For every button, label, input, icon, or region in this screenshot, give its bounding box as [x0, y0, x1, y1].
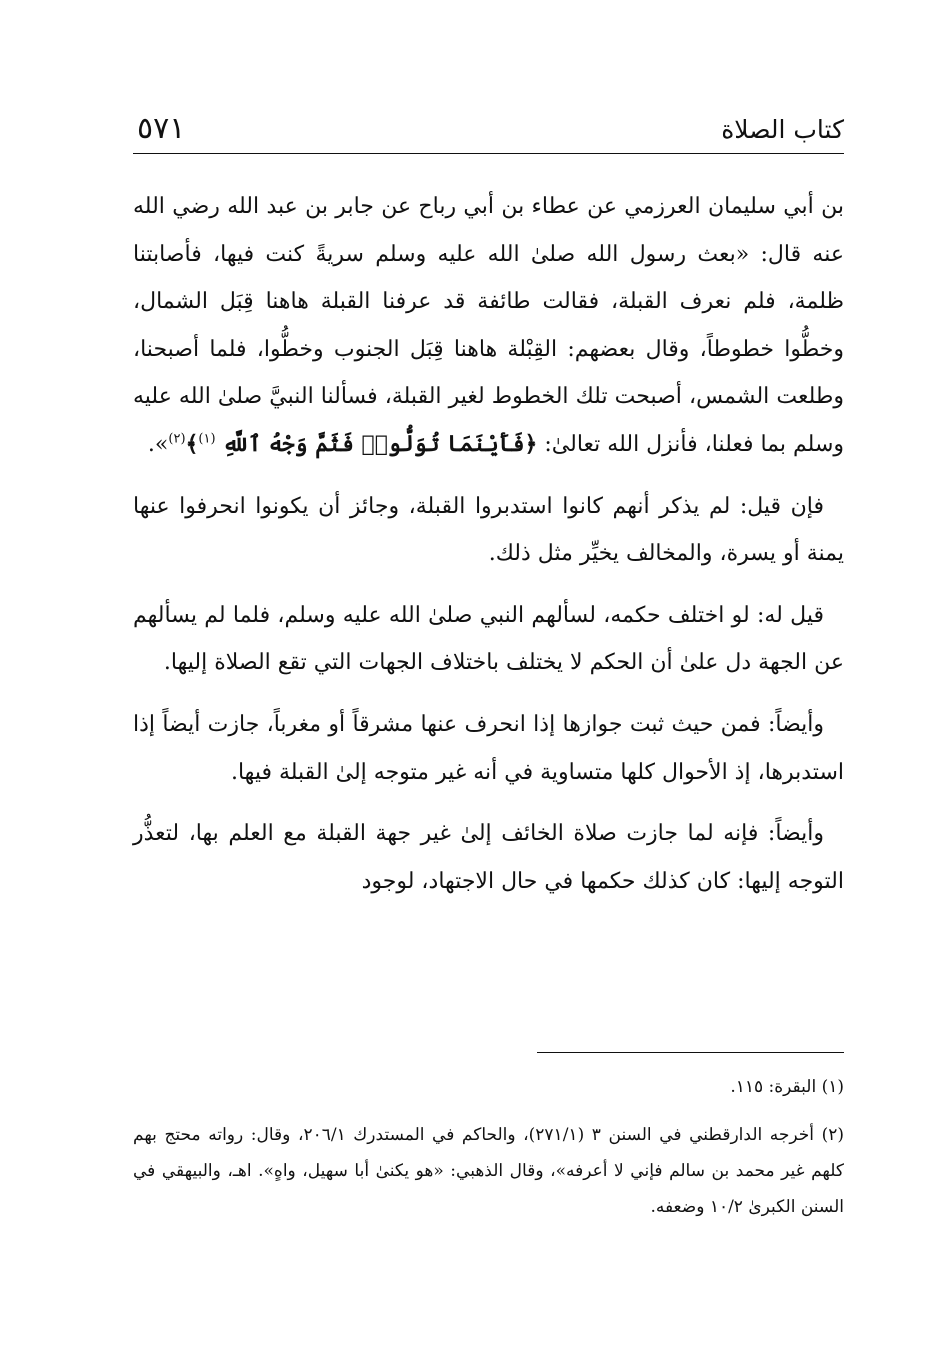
footnote-divider: [537, 1052, 844, 1053]
quran-verse-close: ﴾: [185, 430, 199, 457]
paragraph-argument-2: وأيضاً: فإنه لما جازت صلاة الخائف إلىٰ غير جهة القبلة مع العلم بها، لتعذُّر التوجه إليها: كان كذلك حكمها في حال الاجتهاد، لوجود: [133, 821, 844, 894]
paragraph-argument-1: وأيضاً: فمن حيث ثبت جوازها إذا انحرف عنها مشرقاً أو مغرباً، جازت أيضاً إذا استدبرها، إذ الأحوال كلها متساوية في أنه غير متوجه إلىٰ القبلة فيها.: [133, 711, 844, 785]
footnotes: [133, 1069, 844, 1225]
running-header: [133, 108, 844, 152]
hadith-text: بن أبي سليمان العرزمي عن عطاء بن أبي رباح عن جابر بن عبد الله رضي الله عنه قال: «بعث رسول الله صلىٰ الله عليه وسلم سريةً كنت فيها، فأصابتنا ظلمة، فلم نعرف القبلة، فقالت طائفة قد عرفنا القبلة هاهنا قِبَل الشمال، وخطُّوا خطوطاً، وقال بعضهم: القِبْلة هاهنا قِبَل الجنوب وخطُّوا، فلما أصبحنا، وطلعت الشمس، أصبحت تلك الخطوط لغير القبلة، فسألنا النبيَّ صلىٰ الله عليه وسلم بما فعلنا، فأنزل الله تعالىٰ:: [133, 194, 844, 457]
footnote-1: (١) البقرة: ١١٥.: [730, 1077, 844, 1097]
chapter-title: كتاب الصلاة: [721, 115, 844, 144]
quran-verse: ﴿فَأَيْنَمَا تُوَلُّوا۟ فَثَمَّ وَجْهُ ٱللَّهِ: [222, 430, 538, 457]
paragraph-reply: قيل له: لو اختلف حكمه، لسألهم النبي صلىٰ الله عليه وسلم، فلما لم يسألهم عن الجهة دل علىٰ أن الحكم لا يختلف باختلاف الجهات التي تقع الصلاة إليها.: [133, 602, 844, 676]
paragraph-objection: فإن قيل: لم يذكر أنهم كانوا استدبروا القبلة، وجائز أن يكونوا انحرفوا عنها يمنة أو يسرة، والمخالف يخيِّر مثل ذلك.: [133, 493, 844, 567]
hadith-end: ».: [147, 431, 169, 457]
footnote-ref-1: (١): [198, 431, 216, 447]
footnote-ref-2: (٢): [168, 431, 186, 447]
header-divider: [133, 153, 844, 154]
main-text: [133, 183, 844, 905]
paragraph-hadith: [133, 183, 844, 469]
page-number: ٥٧١: [137, 111, 186, 146]
footnote-2: (٢) أخرجه الدارقطني في السنن ٣ (٢٧١/١)، والحاكم في المستدرك ٢٠٦/١، وقال: رواته محتج بهم كلهم غير محمد بن سالم فإني لا أعرفه»، وقال الذهبي: «هو يكنىٰ أبا سهيل، واهٍ». اهـ، والبيهقي في السنن الكبرىٰ ١٠/٢ وضعفه.: [133, 1125, 845, 1217]
